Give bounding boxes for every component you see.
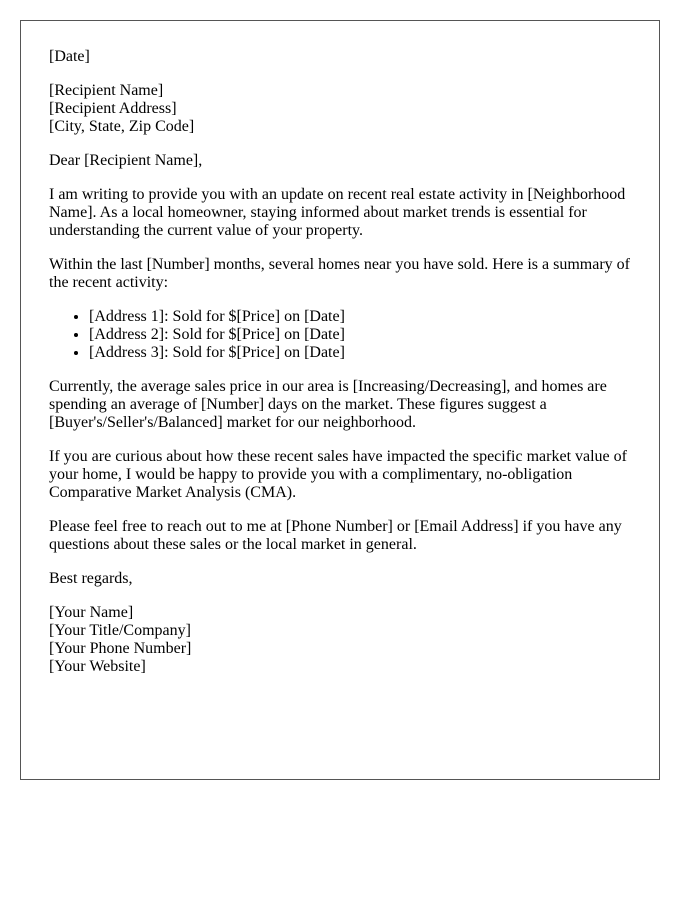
market-trend-paragraph: Currently, the average sales price in our area is [Increasing/Decreasing], and homes are spending an average of [Number] days on the market. These figures suggest a [Buyer's/Seller's/Balanced] market for our neighborhood. bbox=[49, 378, 607, 431]
sender-website: [Your Website] bbox=[49, 658, 146, 675]
letter-date: [Date] bbox=[49, 48, 90, 65]
sender-phone: [Your Phone Number] bbox=[49, 640, 192, 657]
sender-title-company: [Your Title/Company] bbox=[49, 622, 191, 639]
list-item: • [Address 2]: Sold for $[Price] on [Date] bbox=[89, 326, 630, 344]
salutation: Dear [Recipient Name], bbox=[49, 152, 203, 169]
signature-block bbox=[49, 604, 630, 676]
cma-offer-paragraph: If you are curious about how these recent sales have impacted the specific market value of your home, I would be happy to provide you with a complimentary, no-obligation Comparative Market Analysis (CMA). bbox=[49, 448, 627, 501]
recipient-block bbox=[49, 82, 630, 136]
contact-paragraph: Please feel free to reach out to me at [Phone Number] or [Email Address] if you have any questions about these sales or the local market in general. bbox=[49, 518, 622, 553]
sender-name: [Your Name] bbox=[49, 604, 134, 621]
list-item: • [Address 3]: Sold for $[Price] on [Date] bbox=[89, 344, 630, 362]
recipient-name: [Recipient Name] bbox=[49, 82, 164, 99]
recipient-city-state-zip: [City, State, Zip Code] bbox=[49, 118, 195, 135]
sales-summary-paragraph: Within the last [Number] months, several homes near you have sold. Here is a summary of the recent activity: bbox=[49, 256, 630, 291]
recipient-address: [Recipient Address] bbox=[49, 100, 177, 117]
recent-sales-list bbox=[49, 308, 630, 362]
list-item: • [Address 1]: Sold for $[Price] on [Date] bbox=[89, 308, 630, 326]
closing: Best regards, bbox=[49, 570, 133, 587]
letter-page bbox=[20, 20, 660, 780]
intro-paragraph: I am writing to provide you with an update on recent real estate activity in [Neighborhood Name]. As a local homeowner, staying informed about market trends is essential for understanding the current value of your property. bbox=[49, 186, 626, 239]
